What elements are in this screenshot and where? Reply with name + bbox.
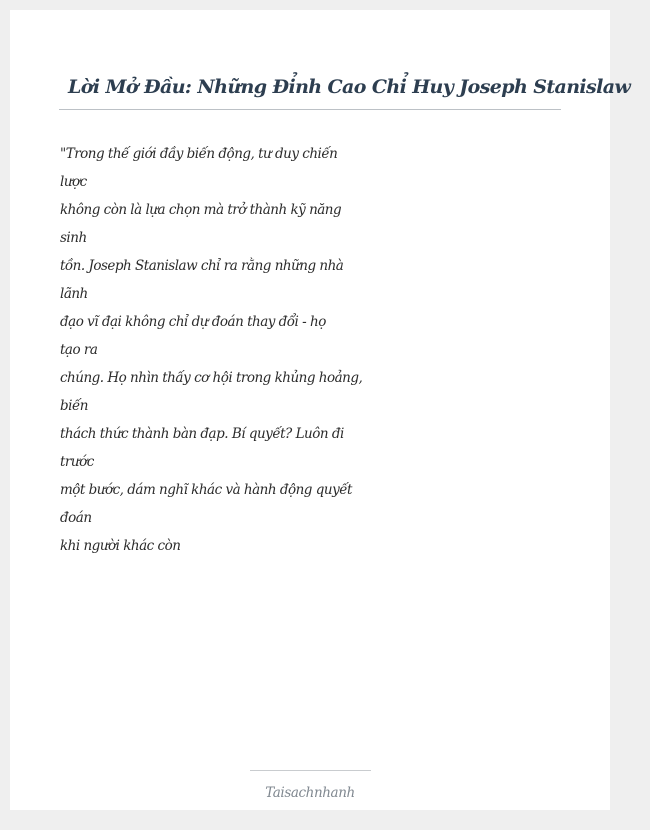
body-line: một bước, dám nghĩ khác và hành động quyết xyxy=(60,482,352,498)
body-line: đạo vĩ đại không chỉ dự đoán thay đổi - họ xyxy=(60,314,326,330)
body-line: sinh xyxy=(60,230,87,246)
footer-brand: Taisachnhanh xyxy=(265,785,355,801)
body-line: đoán xyxy=(60,510,92,526)
body-line: lược xyxy=(60,174,87,190)
body-line: chúng. Họ nhìn thấy cơ hội trong khủng hoảng, xyxy=(60,370,363,386)
body-line: tạo ra xyxy=(60,342,98,358)
body-line: khi người khác còn xyxy=(60,538,181,554)
body-line: tồn. Joseph Stanislaw chỉ ra rằng những nhà xyxy=(60,258,344,274)
body-line: thách thức thành bàn đạp. Bí quyết? Luôn đi xyxy=(60,426,344,442)
title-divider xyxy=(59,109,561,110)
body-text xyxy=(60,140,370,560)
body-line: "Trong thế giới đầy biến động, tư duy chiến xyxy=(60,146,338,162)
page-title: Lời Mở Đầu: Những Đỉnh Cao Chỉ Huy Joseph Stanislaw xyxy=(68,76,631,98)
body-line: lãnh xyxy=(60,286,88,302)
body-line: trước xyxy=(60,454,94,470)
footer-divider xyxy=(250,770,371,771)
document-page xyxy=(10,10,631,810)
body-line: không còn là lựa chọn mà trở thành kỹ năng xyxy=(60,202,342,218)
body-line: biến xyxy=(60,398,88,414)
